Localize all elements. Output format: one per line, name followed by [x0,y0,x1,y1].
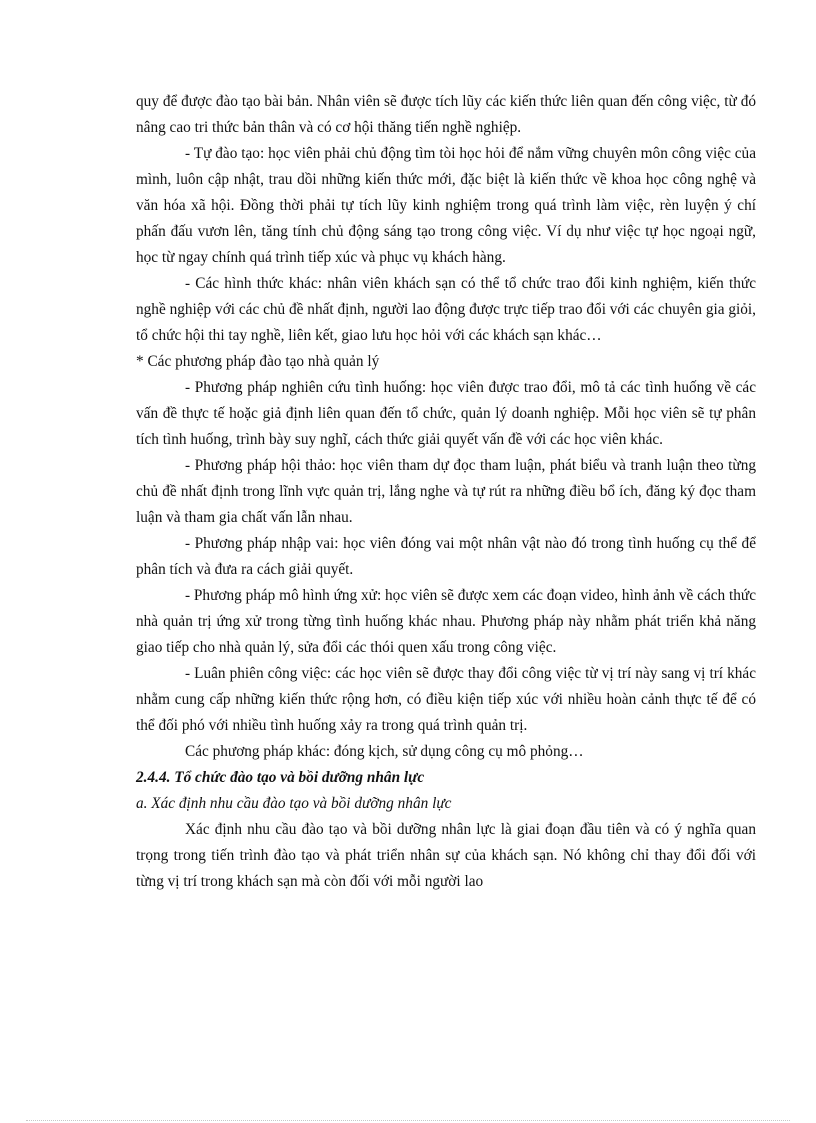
paragraph-job-rotation: - Luân phiên công việc: các học viên sẽ được thay đổi công việc từ vị trí này sang vị trí khác nhằm cung cấp những kiến thức rộng hơn, có điều kiện tiếp xúc với nhiều hoàn cảnh thực tế để có thể đối phó với nhiều tình huống xảy ra trong quá trình quản trị. [136,665,756,734]
paragraph-needs-assessment: Xác định nhu cầu đào tạo và bồi dưỡng nhân lực là giai đoạn đầu tiên và có ý nghĩa quan trọng trong tiến trình đào tạo và phát triển nhân sự của khách sạn. Nó không chỉ thay đổi đối với từng vị trí trong khách sạn mà còn đối với mỗi người lao [136,821,756,890]
paragraph-manager-methods-title: * Các phương pháp đào tạo nhà quản lý [136,353,380,370]
section-heading: 2.4.4. Tổ chức đào tạo và bồi dưỡng nhân lực [136,769,425,786]
paragraph-other-methods: Các phương pháp khác: đóng kịch, sử dụng công cụ mô phỏng… [185,743,584,760]
document-page [136,89,756,895]
paragraph-other-forms: - Các hình thức khác: nhân viên khách sạn có thể tổ chức trao đổi kinh nghiệm, kiến thức nghề nghiệp với các chủ đề nhất định, người lao động được trực tiếp trao đổi với các chuyên gia giỏi, tổ chức hội thi tay nghề, liên kết, giao lưu học hỏi với các khách sạn khác… [136,275,756,344]
section-subheading: a. Xác định nhu cầu đào tạo và bồi dưỡng nhân lực [136,795,452,812]
page-bottom-rule [26,1120,790,1121]
paragraph-1: quy để được đào tạo bài bản. Nhân viên sẽ được tích lũy các kiến thức liên quan đến công việc, từ đó nâng cao tri thức bản thân và có cơ hội thăng tiến nghề nghiệp. [136,93,756,136]
paragraph-role-play: - Phương pháp nhập vai: học viên đóng vai một nhân vật nào đó trong tình huống cụ thể để phân tích và đưa ra cách giải quyết. [136,535,756,578]
paragraph-behavior-model: - Phương pháp mô hình ứng xử: học viên sẽ được xem các đoạn video, hình ảnh về cách thức nhà quản trị ứng xử trong từng tình huống khác nhau. Phương pháp này nhằm phát triển khả năng giao tiếp cho nhà quản lý, sửa đổi các thói quen xấu trong công việc. [136,587,756,656]
paragraph-seminar: - Phương pháp hội thảo: học viên tham dự đọc tham luận, phát biểu và tranh luận theo từng chủ đề nhất định trong lĩnh vực quản trị, lắng nghe và tự rút ra những điều bổ ích, đăng ký đọc tham luận và tham gia chất vấn lẫn nhau. [136,457,756,526]
paragraph-self-training: - Tự đào tạo: học viên phải chủ động tìm tòi học hỏi để nắm vững chuyên môn công việc của mình, luôn cập nhật, trau dồi những kiến thức mới, đặc biệt là kiến thức về khoa học công nghệ và văn hóa xã hội. Đồng thời phải tự tích lũy kinh nghiệm trong quá trình làm việc, rèn luyện ý chí phấn đấu vươn lên, tăng tính chủ động sáng tạo trong công việc. Ví dụ như việc tự học ngoại ngữ, học từ ngay chính quá trình tiếp xúc và phục vụ khách hàng. [136,145,756,266]
paragraph-case-study: - Phương pháp nghiên cứu tình huống: học viên được trao đổi, mô tả các tình huống về các vấn đề thực tế hoặc giả định liên quan đến tổ chức, quản lý doanh nghiệp. Mỗi học viên sẽ tự phân tích tình huống, trình bày suy nghĩ, cách thức giải quyết vấn đề với các học viên khác. [136,379,756,448]
